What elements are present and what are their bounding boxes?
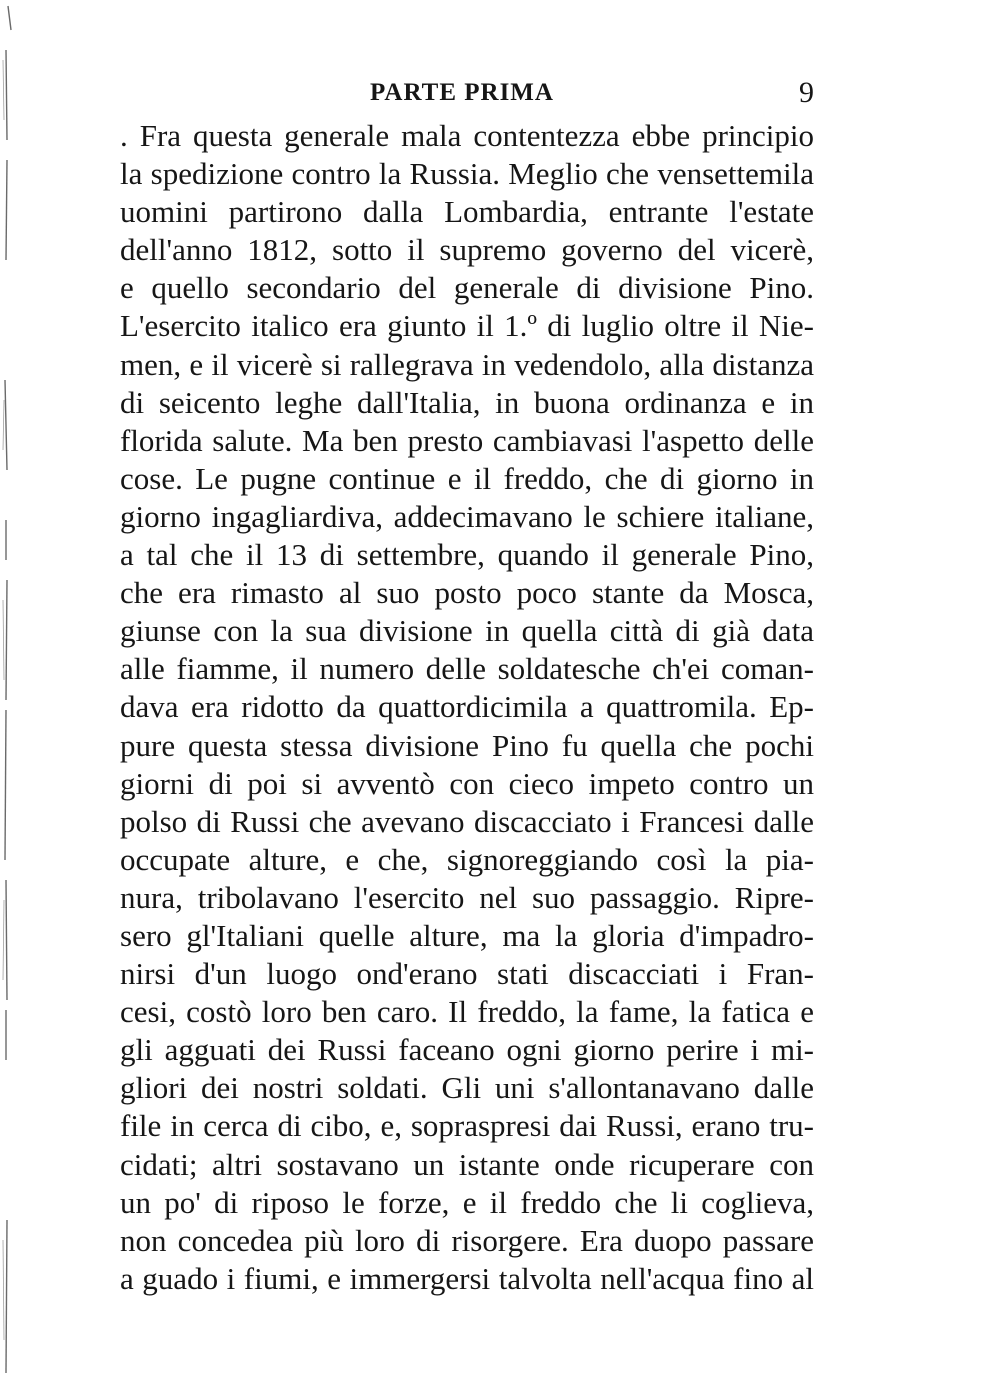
text-line: uomini partirono dalla Lombardia, entrante l'estate xyxy=(120,194,814,230)
text-line: cose. Le pugne continue e il freddo, che di giorno in xyxy=(120,460,814,496)
text-line: a tal che il 13 di settembre, quando il generale Pino, xyxy=(120,537,814,573)
text-line: gli agguati dei Russi faceano ogni giorno perire i mi- xyxy=(120,1032,814,1068)
text-line: cesi, costò loro ben caro. Il freddo, la fame, la fatica e xyxy=(120,994,814,1030)
text-line: nirsi d'un luogo ond'erano stati discacciati i Fran- xyxy=(120,956,814,992)
text-line: giorni di poi si avventò con cieco impeto contro un xyxy=(120,765,814,801)
text-line: occupate alture, e che, signoreggiando così la pia- xyxy=(120,841,814,877)
text-line: dell'anno 1812, sotto il supremo governo del vicerè, xyxy=(120,232,814,268)
text-line: L'esercito italico era giunto il 1.º di luglio oltre il Nie- xyxy=(120,308,814,344)
text-line: un po' di riposo le forze, e il freddo che li coglieva, xyxy=(120,1184,814,1220)
text-line: polso di Russi che avevano discacciato i Francesi dalle xyxy=(120,803,814,839)
text-line: non concedea più loro di risorgere. Era duopo passare xyxy=(120,1222,814,1258)
text-line: cidati; altri sostavano un istante onde ricuperare con xyxy=(120,1146,814,1182)
text-line: men, e il vicerè si rallegrava in vedendolo, alla distanza xyxy=(120,346,814,382)
running-title: PARTE PRIMA xyxy=(370,79,554,106)
text-line: alle fiamme, il numero delle soldatesche ch'ei coman- xyxy=(120,651,814,687)
text-line: giorno ingagliardiva, addecimavano le schiere italiane, xyxy=(120,498,814,534)
text-line: giunse con la sua divisione in quella città di già data xyxy=(120,613,814,649)
text-line: la spedizione contro la Russia. Meglio che vensettemila xyxy=(120,156,814,192)
text-line: e quello secondario del generale di divisione Pino. xyxy=(120,270,814,306)
page-number: 9 xyxy=(799,76,814,109)
text-line: file in cerca di cibo, e, sopraspresi dai Russi, erano tru- xyxy=(120,1108,814,1144)
scan-edge-marks xyxy=(0,0,24,1373)
text-line: pure questa stessa divisione Pino fu quella che pochi xyxy=(120,727,814,763)
text-line: dava era ridotto da quattordicimila a quattromila. Ep- xyxy=(120,689,814,725)
text-line: sero gl'Italiani quelle alture, ma la gloria d'impadro- xyxy=(120,917,814,953)
text-line: . Fra questa generale mala contentezza ebbe principio xyxy=(120,118,814,153)
text-line: a guado i fiumi, e immergersi talvolta nell'acqua fino al xyxy=(120,1260,814,1296)
body-text xyxy=(120,117,814,1298)
text-line: gliori dei nostri soldati. Gli uni s'allontanavano dalle xyxy=(120,1070,814,1106)
text-line: nura, tribolavano l'esercito nel suo passaggio. Ripre- xyxy=(120,879,814,915)
page-header xyxy=(120,76,814,110)
text-line: di seicento leghe dall'Italia, in buona ordinanza e in xyxy=(120,384,814,420)
text-line: che era rimasto al suo posto poco stante da Mosca, xyxy=(120,575,814,611)
text-line: florida salute. Ma ben presto cambiavasi l'aspetto delle xyxy=(120,422,814,458)
